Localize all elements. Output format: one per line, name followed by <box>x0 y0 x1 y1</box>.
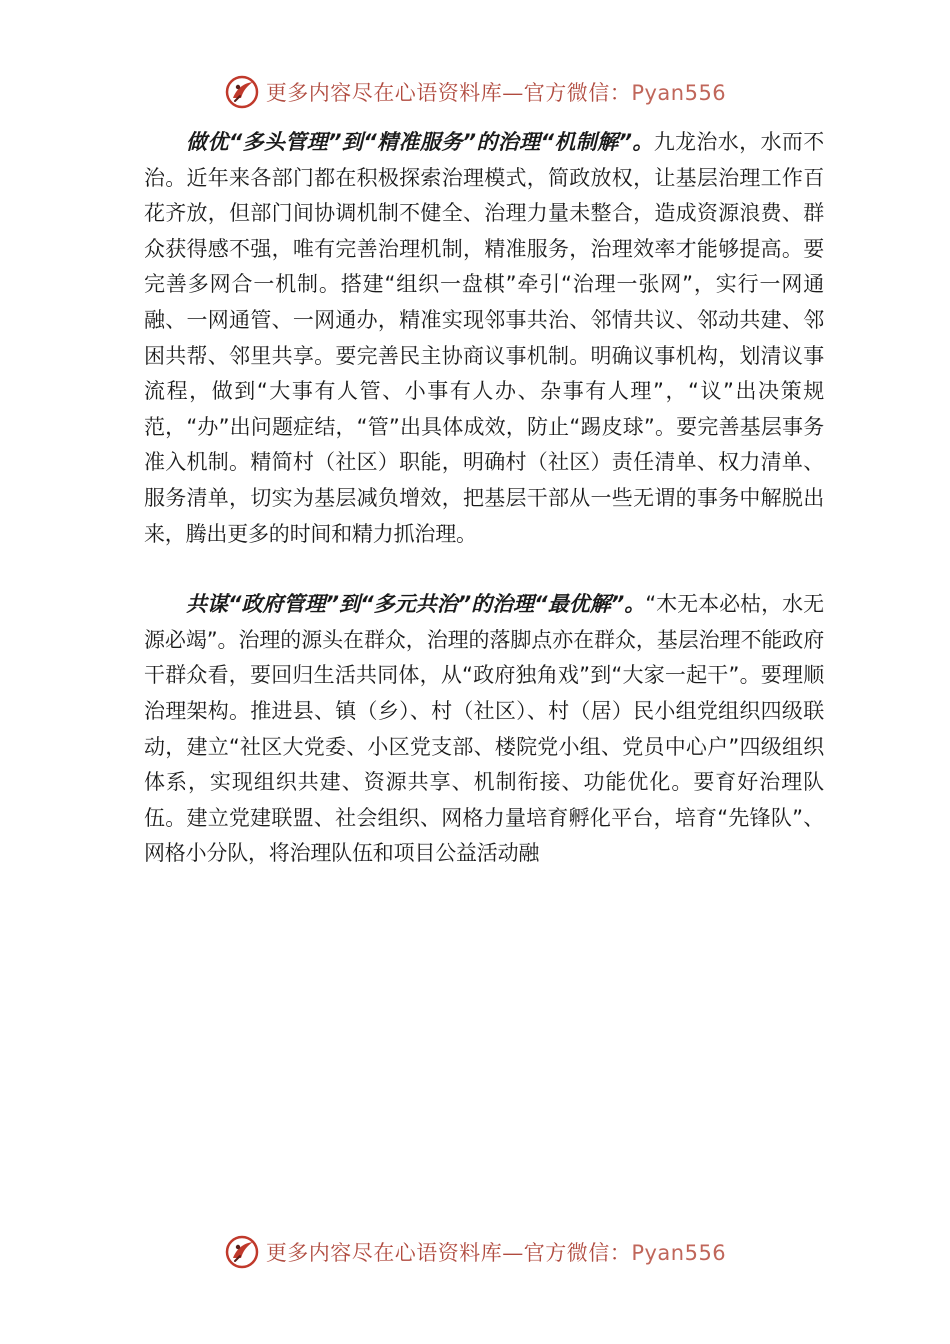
header-wechat-id: Pyan556 <box>631 81 727 105</box>
paragraph-1-body: 九龙治水，水而不治。近年来各部门都在积极探索治理模式，简政放权，让基层治理工作百花齐放，但部门间协调机制不健全、治理力量未整合，造成资源浪费、群众获得感不强，唯有完善治理机制，精准服务，治理效率才能够提高。要完善多网合一机制。搭建“组织一盘棋”牵引“治理一张网”，实行一网通融、一网通管、一网通办，精准实现邻事共治、邻情共议、邻动共建、邻困共帮、邻里共享。要完善民主协商议事机制。明确议事机构，划清议事流程，做到“大事有人管、小事有人办、杂事有人理”，“议”出决策规范，“办”出问题症结，“管”出具体成效，防止“踢皮球”。要完善基层事务准入机制。精简村（社区）职能，明确村（社区）责任清单、权力清单、服务清单，切实为基层减负增效，把基层干部从一些无谓的事务中解脱出来，腾出更多的时间和精力抓治理。 <box>144 130 824 546</box>
footer-banner <box>0 1232 950 1272</box>
paragraph-2 <box>144 587 824 872</box>
header-banner-text: 更多内容尽在心语资料库—官方微信： <box>265 81 632 105</box>
paragraph-1-lead: 做优“多头管理”到“精准服务”的治理“机制解”。 <box>186 130 654 154</box>
paragraph-1 <box>144 125 824 552</box>
logo-icon <box>224 1234 260 1270</box>
header-banner <box>0 72 950 112</box>
footer-wechat-id: Pyan556 <box>631 1241 727 1265</box>
paragraph-2-body: “木无本必枯，水无源必竭”。治理的源头在群众，治理的落脚点亦在群众，基层治理不能政府干群众看，要回归生活共同体，从“政府独角戏”到“大家一起干”。要理顺治理架构。推进县、镇（乡）、村（社区）、村（居）民小组党组织四级联动，建立“社区大党委、小区党支部、楼院党小组、党员中心户”四级组织体系，实现组织共建、资源共享、机制衔接、功能优化。要育好治理队伍。建立党建联盟、社会组织、网格力量培育孵化平台，培育“先锋队”、网格小分队，将治理队伍和项目公益活动融 <box>144 592 824 866</box>
footer-banner-text: 更多内容尽在心语资料库—官方微信： <box>265 1241 632 1265</box>
document-body <box>144 125 824 872</box>
logo-icon <box>224 74 260 110</box>
paragraph-2-lead: 共谋“政府管理”到“多元共治”的治理“最优解”。 <box>186 592 646 617</box>
